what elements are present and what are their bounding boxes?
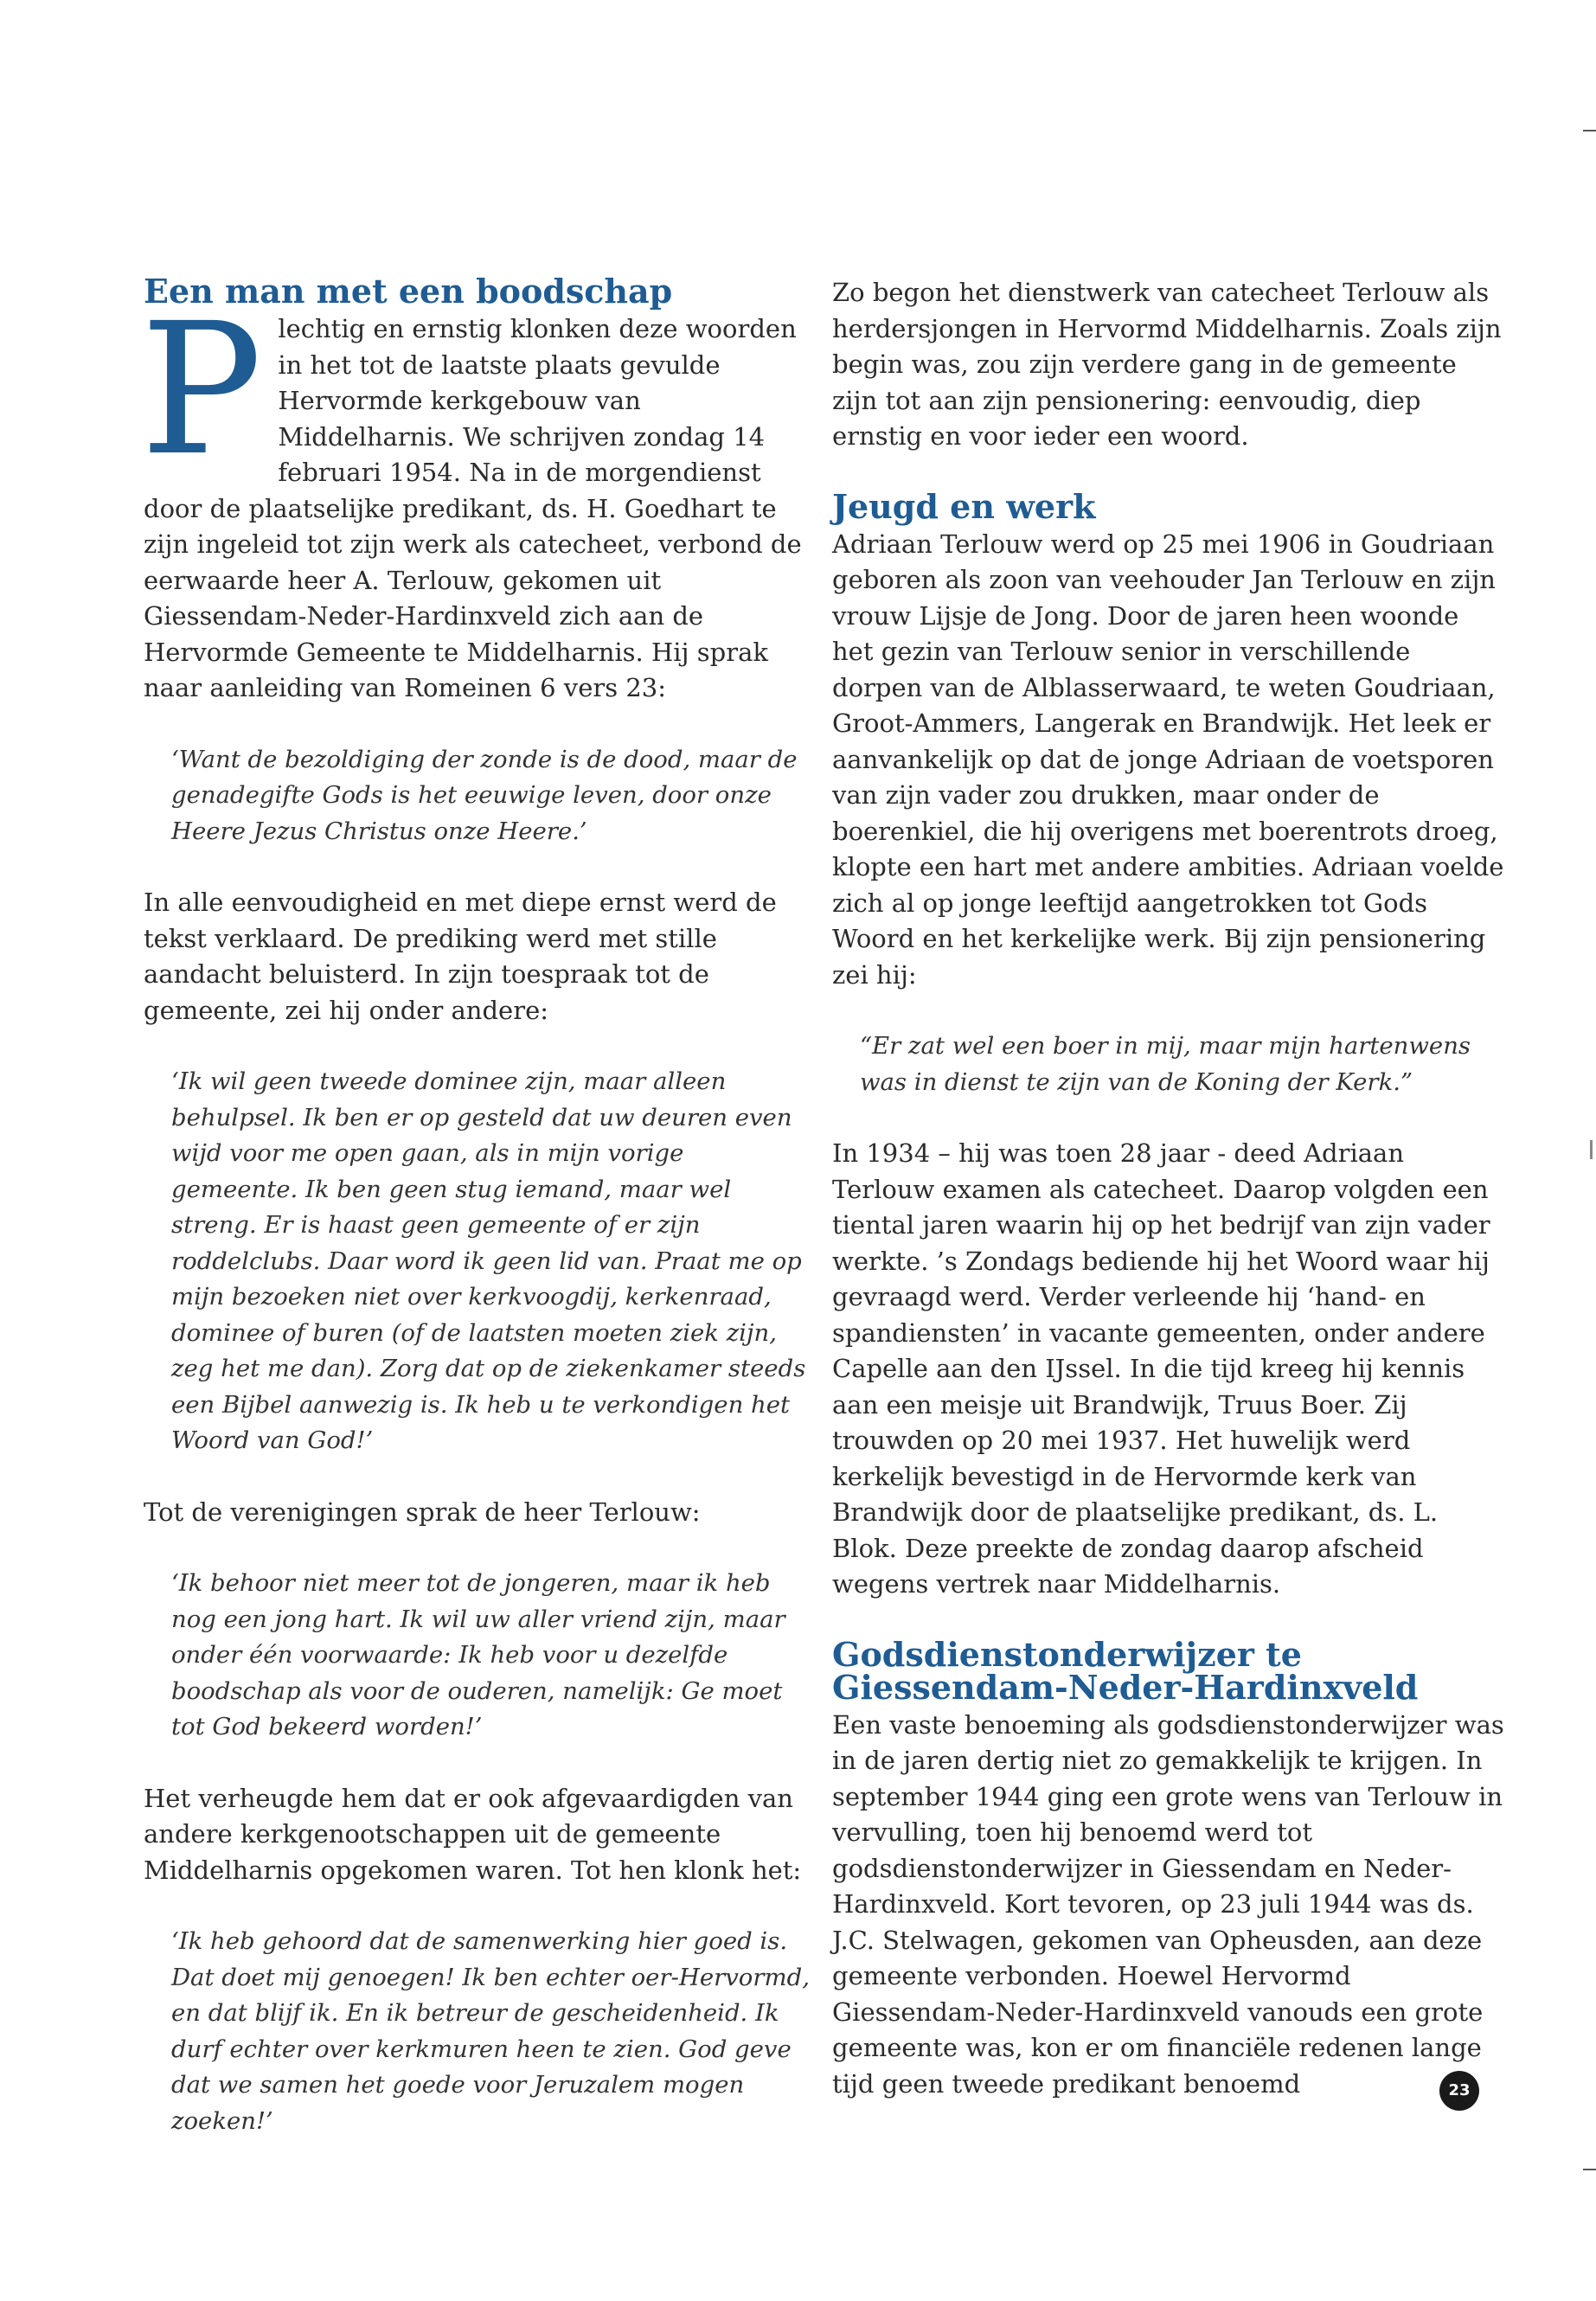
quote-romeinen: ‘Want de bezoldiging der zonde is de dood, maar de genadegifte Gods is het eeuwige leven, door onze Heere Jezus Christus onze Heere.’ (171, 745, 798, 845)
paragraph-catecheet-examen: In 1934 – hij was toen 28 jaar - deed Adriaan Terlouw examen als catecheet. Daarop volgden een tiental jaren waarin hij op het bedrijf van zijn vader werkte. ’s Zondags bediende hij het Woord waar hij gevraagd werd. Verder verleende hij ‘hand- en spandiensten’ in vacante gemeenten, onder andere Capelle aan den IJssel. In die tijd kreeg hij kennis aan een meisje uit Brandwijk, Truus Boer. Zij trouwden op 20 mei 1937. Het huwelijk werd kerkelijk bevestigd in de Hervormde kerk van Brandwijk door de plaatselijke predikant, ds. L. Blok. Deze preekte de zondag daarop afscheid wegens vertrek naar Middelharnis. (832, 1138, 1490, 1599)
heading-een-man: Een man met een boodschap (144, 272, 673, 311)
paragraph-dienstwerk: Zo begon het dienstwerk van catecheet Terlouw als herdersjongen in Hervormd Middelharnis. Zoals zijn begin was, zou zijn verdere gang in de gemeente zijn tot aan zijn pensionering: eenvoudig, diep ernstig en voor ieder een woord. (832, 278, 1502, 451)
left-column (140, 272, 818, 2139)
quote-jongeren: ‘Ik behoor niet meer tot de jongeren, maar ik heb nog een jong hart. Ik wil uw aller vriend zijn, maar onder één voorwaarde: Ik heb voor u dezelfde boodschap als voor de ouderen, namelijk: Ge moet tot God bekeerd worden!’ (171, 1569, 785, 1740)
paragraph-benoeming: Een vaste benoeming als godsdienstonderwijzer was in de jaren dertig niet zo gemakkelijk te krijgen. In september 1944 ging een grote wens van Terlouw in vervulling, toen hij benoemd werd tot godsdienstonderwijzer in Giessendam en Neder-Hardinxveld. Kort tevoren, op 23 juli 1944 was ds. J.C. Stelwagen, gekomen van Opheusden, aan deze gemeente verbonden. Hoewel Hervormd Giessendam-Neder-Hardinxveld vanouds een grote gemeente was, kon er om financiële redenen lange tijd geen tweede predikant benoemd (832, 1709, 1504, 2099)
heading-godsdienstonderwijzer: Godsdienstonderwijzer te Giessendam-Neder-Hardinxveld (832, 1634, 1419, 1707)
paragraph-jeugd: Adriaan Terlouw werd op 25 mei 1906 in Goudriaan geboren als zoon van veehouder Jan Terlouw en zijn vrouw Lijsje de Jong. Door de jaren heen woonde het gezin van Terlouw senior in verschillende dorpen van de Alblasserwaard, te weten Goudriaan, Groot-Ammers, Langerak en Brandwijk. Het leek er aanvankelijk op dat de jonge Adriaan de voetsporen van zijn vader zou drukken, maar onder de boerenkiel, die hij overigens met boerentrots droeg, klopte een hart met andere ambities. Adriaan voelde zich al op jonge leeftijd aangetrokken tot Gods Woord en het kerkelijke werk. Bij zijn pensionering zei hij: (832, 529, 1504, 990)
quote-toespraak: ‘Ik wil geen tweede dominee zijn, maar alleen behulpsel. Ik ben er op gesteld dat uw deuren even wijd voor me open gaan, als in mijn vorige gemeente. Ik ben geen stug iemand, maar wel streng. Er is haast geen gemeente of er zijn roddelclubs. Daar word ik geen lid van. Praat me op mijn bezoeken niet over kerkvoogdij, kerkenraad, dominee of buren (of de laatsten moeten ziek zijn, zeg het me dan). Zorg dat op de ziekenkamer steeds een Bijbel aanwezig is. Ik heb u te verkondigen het Woord van God!’ (171, 1067, 806, 1454)
quote-samenwerking: ‘Ik heb gehoord dat de samenwerking hier goed is. Dat doet mij genoegen! Ik ben echter oer-Hervormd, en dat blijf ik. En ik betreur de gescheidenheid. Ik durf echter over kerkmuren heen te zien. God geve dat we samen het goede voor Jeruzalem mogen zoeken!’ (171, 1927, 810, 2135)
heading-jeugd-en-werk: Jeugd en werk (832, 486, 1096, 526)
crop-mark-bottom (1583, 2169, 1596, 2170)
paragraph-afgevaardigden: Het verheugde hem dat er ook afgevaardigden van andere kerkgenootschappen uit de gemeente Middelharnis opgekomen waren. Tot hen klonk het: (144, 1783, 802, 1885)
page-number-badge: 23 (1439, 2071, 1479, 2111)
crop-mark-top (1583, 130, 1596, 131)
crop-mark-side (1590, 1140, 1593, 1159)
intro-text: lechtig en ernstig klonken deze woorden in het tot de laatste plaats gevulde Hervormde kerkgebouw van Middelharnis. We schrijven zondag 14 februari 1954. Na in de morgendienst door de plaatselijke predikant, ds. H. Goedhart te zijn ingeleid tot zijn werk als catecheet, verbond de eerwaarde heer A. Terlouw, gekomen uit Giessendam-Neder-Hardinxveld zich aan de Hervormde Gemeente te Middelharnis. Hij sprak naar aanleiding van Romeinen 6 vers 23: (144, 314, 802, 702)
paragraph-verenigingen: Tot de verenigingen sprak de heer Terlouw: (144, 1497, 701, 1527)
paragraph-prediking: In alle eenvoudigheid en met diepe ernst werd de tekst verklaard. De prediking werd met stille aandacht beluisterd. In zijn toespraak tot de gemeente, zei hij onder andere: (144, 888, 777, 1025)
right-column (832, 275, 1507, 2102)
quote-boer: “Er zat wel een boer in mij, maar mijn hartenwens was in dienst te zijn van de Koning der Kerk.” (860, 1032, 1471, 1096)
drop-cap: P (140, 284, 263, 496)
